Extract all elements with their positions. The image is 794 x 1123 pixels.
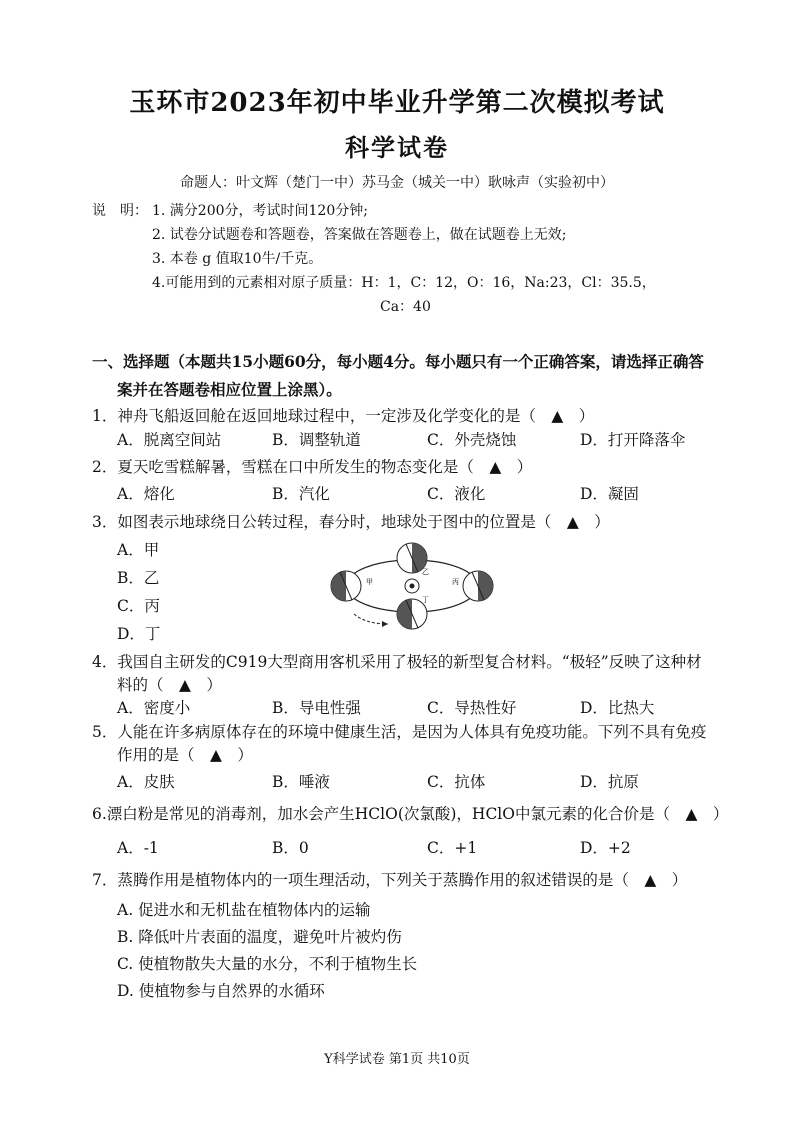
earth-position-left: [331, 571, 361, 601]
option-c: C．+1: [427, 839, 478, 857]
question-7: 7．蒸腾作用是植物体内的一项生理活动，下列关于蒸腾作用的叙述错误的是（ ▲ ）: [92, 871, 688, 889]
note-item: 1. 满分200分，考试时间120分钟;: [152, 203, 368, 219]
question-4: 4．我国自主研发的C919大型商用客机采用了极轻的新型复合材料。“极轻”反映了这种材: [92, 653, 702, 671]
option-c: C．抗体: [427, 773, 486, 791]
question-2: 2．夏天吃雪糕解暑，雪糕在口中所发生的物态变化是（ ▲ ）: [92, 458, 533, 476]
question-6: 6.漂白粉是常见的消毒剂，加水会产生HClO(次氯酸)，HClO中氯元素的化合价是（ ▲ ）: [92, 805, 729, 823]
option-b: B．0: [272, 839, 309, 857]
page-footer: Y科学试卷 第1页 共10页: [324, 1052, 470, 1067]
page-subtitle: 科学试卷: [345, 133, 449, 162]
notes-label: 说 明：: [92, 203, 148, 219]
option-a: A．皮肤: [117, 773, 175, 791]
question-5: 5．人能在许多病原体存在的环境中健康生活，是因为人体具有免疫功能。下列不具有免疫: [92, 723, 707, 741]
option-b: B．唾液: [272, 773, 330, 791]
option-d: D．打开降落伞: [580, 431, 686, 449]
option-d: D．凝固: [580, 485, 639, 503]
figure-label-left: 甲: [366, 578, 373, 586]
option-d: D．丁: [117, 625, 161, 643]
option-d: D．抗原: [580, 773, 639, 791]
option-b: B．乙: [117, 569, 160, 587]
question-1: 1．神舟飞船返回舱在返回地球过程中，一定涉及化学变化的是（ ▲ ）: [92, 407, 595, 425]
option-b: B．导电性强: [272, 699, 361, 717]
figure-label-bottom: 丁: [422, 596, 429, 604]
option-a: A．甲: [117, 541, 160, 559]
option-a: A．脱离空间站: [117, 431, 222, 449]
option-a: A．-1: [117, 839, 159, 857]
option-a: A. 促进水和无机盐在植物体内的运输: [117, 901, 371, 919]
option-a: A．熔化: [117, 485, 175, 503]
question-4-cont: 料的（ ▲ ）: [117, 676, 222, 694]
option-b: B．汽化: [272, 485, 330, 503]
figure-label-right: 丙: [452, 578, 459, 586]
option-c: C．导热性好: [427, 699, 517, 717]
section-heading: 一、选择题（本题共15小题60分，每小题4分。每小题只有一个正确答案，请选择正确答: [92, 352, 704, 371]
section-heading-cont: 案并在答题卷相应位置上涂黑）。: [117, 380, 342, 399]
option-c: C．丙: [117, 597, 160, 615]
option-c: C. 使植物散失大量的水分，不利于植物生长: [117, 955, 418, 973]
authors-line: 命题人：叶文辉（楚门一中）苏马金（城关一中）耿咏声（实验初中）: [180, 175, 614, 191]
option-a: A．密度小: [117, 699, 191, 717]
page-title: 玉环市2023年初中毕业升学第二次模拟考试: [129, 88, 665, 118]
arrow-head: [382, 621, 388, 627]
question-3: 3．如图表示地球绕日公转过程，春分时，地球处于图中的位置是（ ▲ ）: [92, 513, 610, 531]
note-item: Ca：40: [380, 299, 431, 315]
figure-label-top: 乙: [422, 568, 429, 576]
sun-core: [410, 584, 415, 589]
option-b: B. 降低叶片表面的温度，避免叶片被灼伤: [117, 928, 402, 946]
earth-position-right: [463, 571, 493, 601]
option-b: B．调整轨道: [272, 431, 361, 449]
note-item: 2. 试卷分试题卷和答题卷，答案做在答题卷上，做在试题卷上无效;: [152, 227, 567, 243]
earth-orbit-figure: [326, 540, 498, 632]
option-c: C．液化: [427, 485, 486, 503]
option-d: D．比热大: [580, 699, 655, 717]
option-d: D．+2: [580, 839, 631, 857]
option-c: C．外壳烧蚀: [427, 431, 517, 449]
question-5-cont: 作用的是（ ▲ ）: [117, 746, 253, 764]
note-item: 3. 本卷 g 值取10牛/千克。: [152, 251, 323, 267]
option-d: D. 使植物参与自然界的水循环: [117, 982, 325, 1000]
note-item: 4.可能用到的元素相对原子质量：H：1，C：12，O：16，Na:23，Cl：35.5，: [152, 275, 656, 291]
